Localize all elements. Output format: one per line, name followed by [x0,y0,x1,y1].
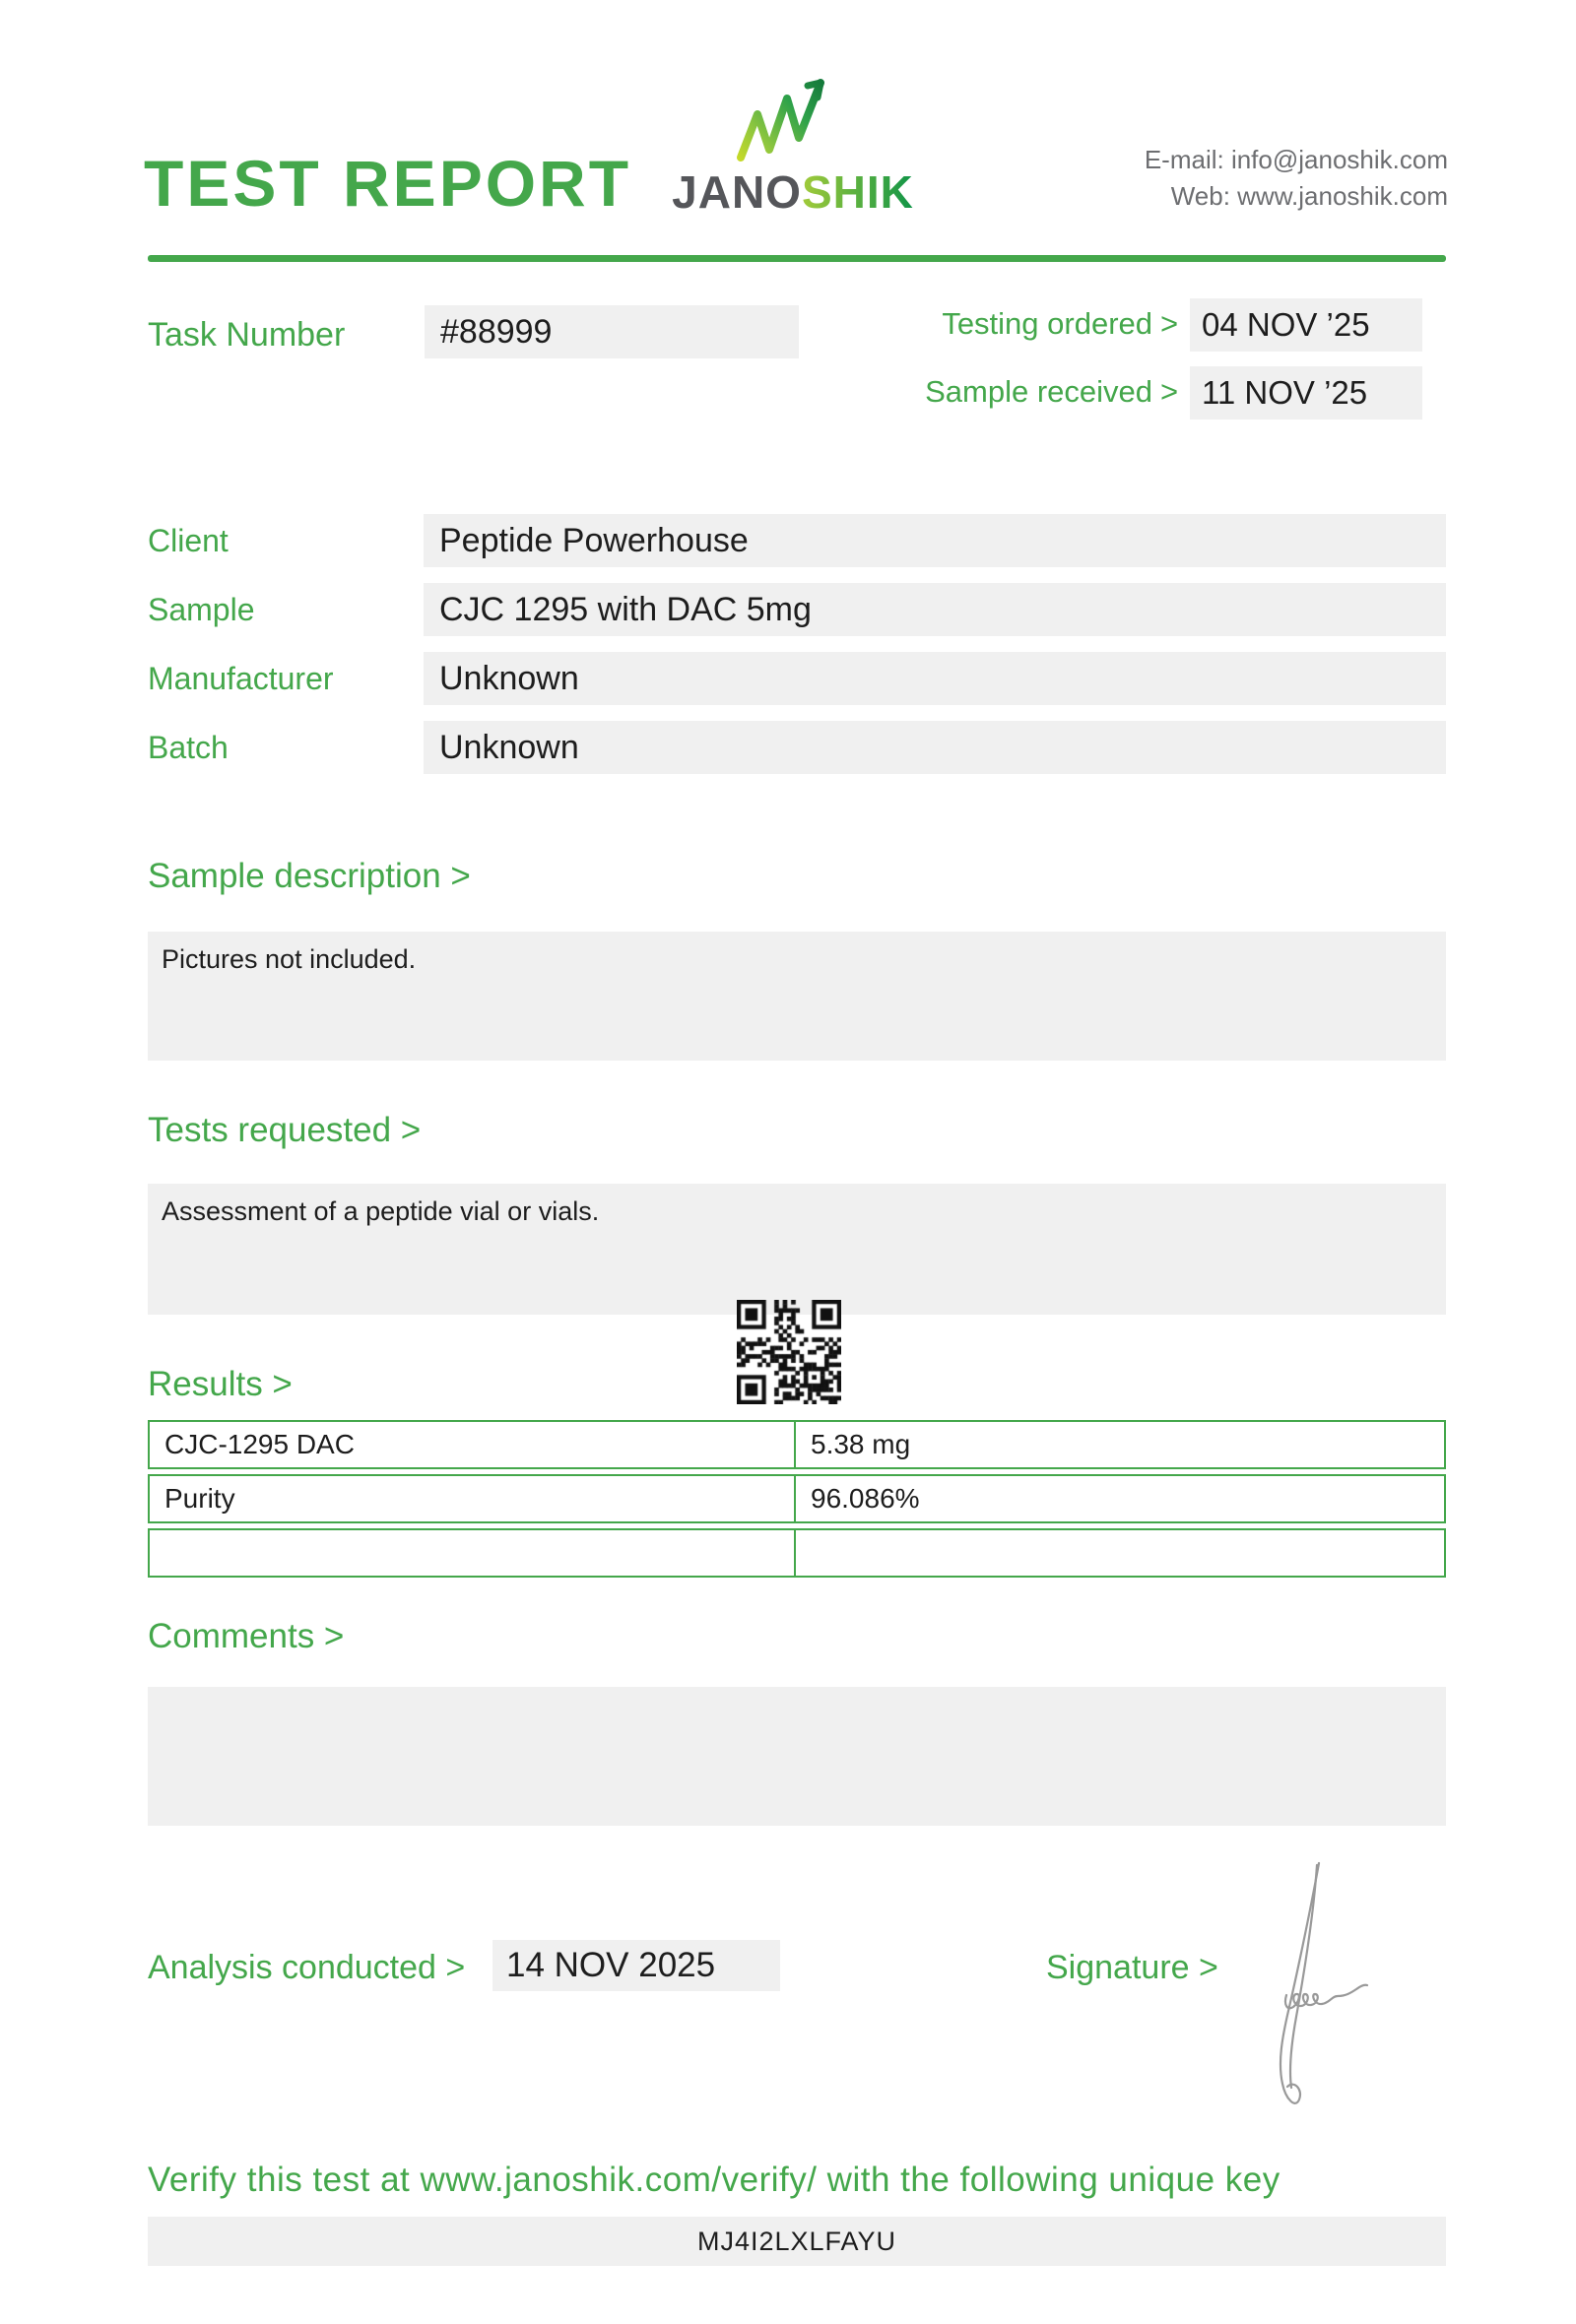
result-value-cell [796,1530,1444,1576]
sample-received-chevron-icon: > [1160,374,1179,409]
testing-ordered-chevron-icon: > [1160,306,1179,341]
contact-web: Web: www.janoshik.com [1170,181,1448,211]
verify-key: MJ4I2LXLFAYU [148,2217,1446,2266]
sample-description-box [148,932,1446,1061]
comments-heading: Comments > [148,1617,345,1655]
results-row [148,1474,1446,1523]
results-row [148,1528,1446,1578]
task-number-value: #88999 [425,305,799,358]
sample-received-label: Sample received [925,374,1152,409]
growth-chart-icon [731,73,833,165]
sample-received-date: 11 NOV ’25 [1190,366,1422,420]
tests-requested-box [148,1184,1446,1315]
result-value-cell: 5.38 mg [811,1429,911,1459]
client-label: Client [148,523,229,558]
testing-ordered-label: Testing ordered [942,306,1152,341]
analysis-conducted-label: Analysis conducted > [148,1949,466,1986]
tests-requested-text: Assessment of a peptide vial or vials. [162,1196,600,1226]
qr-code-icon [737,1300,841,1404]
logo-word-dark: JANO [672,166,802,218]
testing-ordered-date: 04 NOV ’25 [1190,298,1422,352]
sample-label: Sample [148,592,255,627]
janoshik-logo [630,165,955,219]
result-name-cell: Purity [150,1476,796,1521]
sample-value: CJC 1295 with DAC 5mg [424,583,1446,636]
divider-rule [148,255,1446,262]
result-name-cell: CJC-1295 DAC [150,1422,796,1467]
result-value-cell: 96.086% [811,1483,920,1514]
results-table [148,1420,1446,1578]
results-heading: Results > [148,1365,293,1403]
results-row [148,1420,1446,1469]
contact-block [1145,142,1448,215]
batch-label: Batch [148,730,229,765]
analysis-conducted-date: 14 NOV 2025 [492,1940,780,1991]
sample-description-heading: Sample description > [148,857,471,895]
verify-instruction: Verify this test at www.janoshik.com/verify/ with the following unique key [148,2161,1280,2199]
tests-requested-heading: Tests requested > [148,1111,422,1149]
client-value: Peptide Powerhouse [424,514,1446,567]
page-title: TEST REPORT [144,147,632,220]
signature-label: Signature > [1046,1949,1218,1986]
sample-description-text: Pictures not included. [162,944,417,974]
contact-email: E-mail: info@janoshik.com [1144,145,1448,174]
result-name-cell [150,1530,796,1576]
logo-word-green: SHIK [801,166,914,218]
signature-icon [1259,1828,1397,2123]
comments-box [148,1687,1446,1826]
manufacturer-label: Manufacturer [148,661,334,696]
manufacturer-value: Unknown [424,652,1446,705]
task-number-label: Task Number [148,316,346,354]
batch-value: Unknown [424,721,1446,774]
